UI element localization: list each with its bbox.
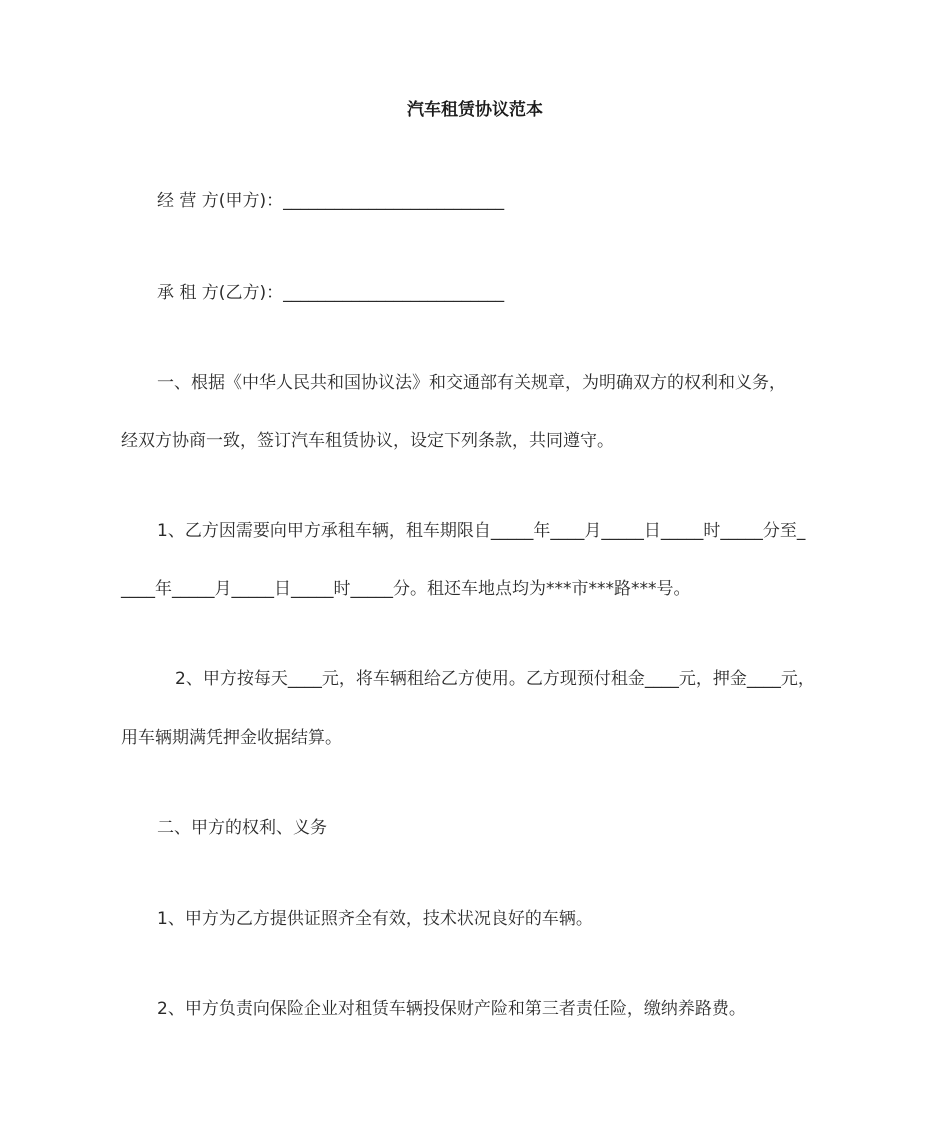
clause-1-line-2: ____年_____月_____日_____时_____分。租还车地点均为***市***路***号。 — [121, 579, 691, 599]
section-two-heading: 二、甲方的权利、义务 — [157, 818, 327, 838]
lessor-field-line: 经 营 方(甲方)：__________________________ — [157, 191, 505, 211]
section-one-paragraph-line-2: 经双方协商一致，签订汽车租赁协议，设定下列条款，共同遵守。 — [121, 431, 614, 451]
clause-1-line-1: 1、乙方因需要向甲方承租车辆，租车期限自_____年____月_____日_____时_____分至_ — [157, 521, 806, 541]
section-one-paragraph-line-1: 一、根据《中华人民共和国协议法》和交通部有关规章，为明确双方的权利和义务， — [157, 373, 786, 393]
lessor-duty-1: 1、甲方为乙方提供证照齐全有效，技术状况良好的车辆。 — [157, 909, 593, 929]
clause-2-line-1: 2、甲方按每天____元，将车辆租给乙方使用。乙方现预付租金____元，押金____元， — [175, 669, 815, 689]
lessee-field-line: 承 租 方(乙方)：__________________________ — [157, 283, 505, 303]
document-title: 汽车租赁协议范本 — [407, 100, 543, 120]
lessor-duty-2: 2、甲方负责向保险企业对租赁车辆投保财产险和第三者责任险，缴纳养路费。 — [157, 999, 746, 1019]
clause-2-line-2: 用车辆期满凭押金收据结算。 — [121, 728, 342, 748]
